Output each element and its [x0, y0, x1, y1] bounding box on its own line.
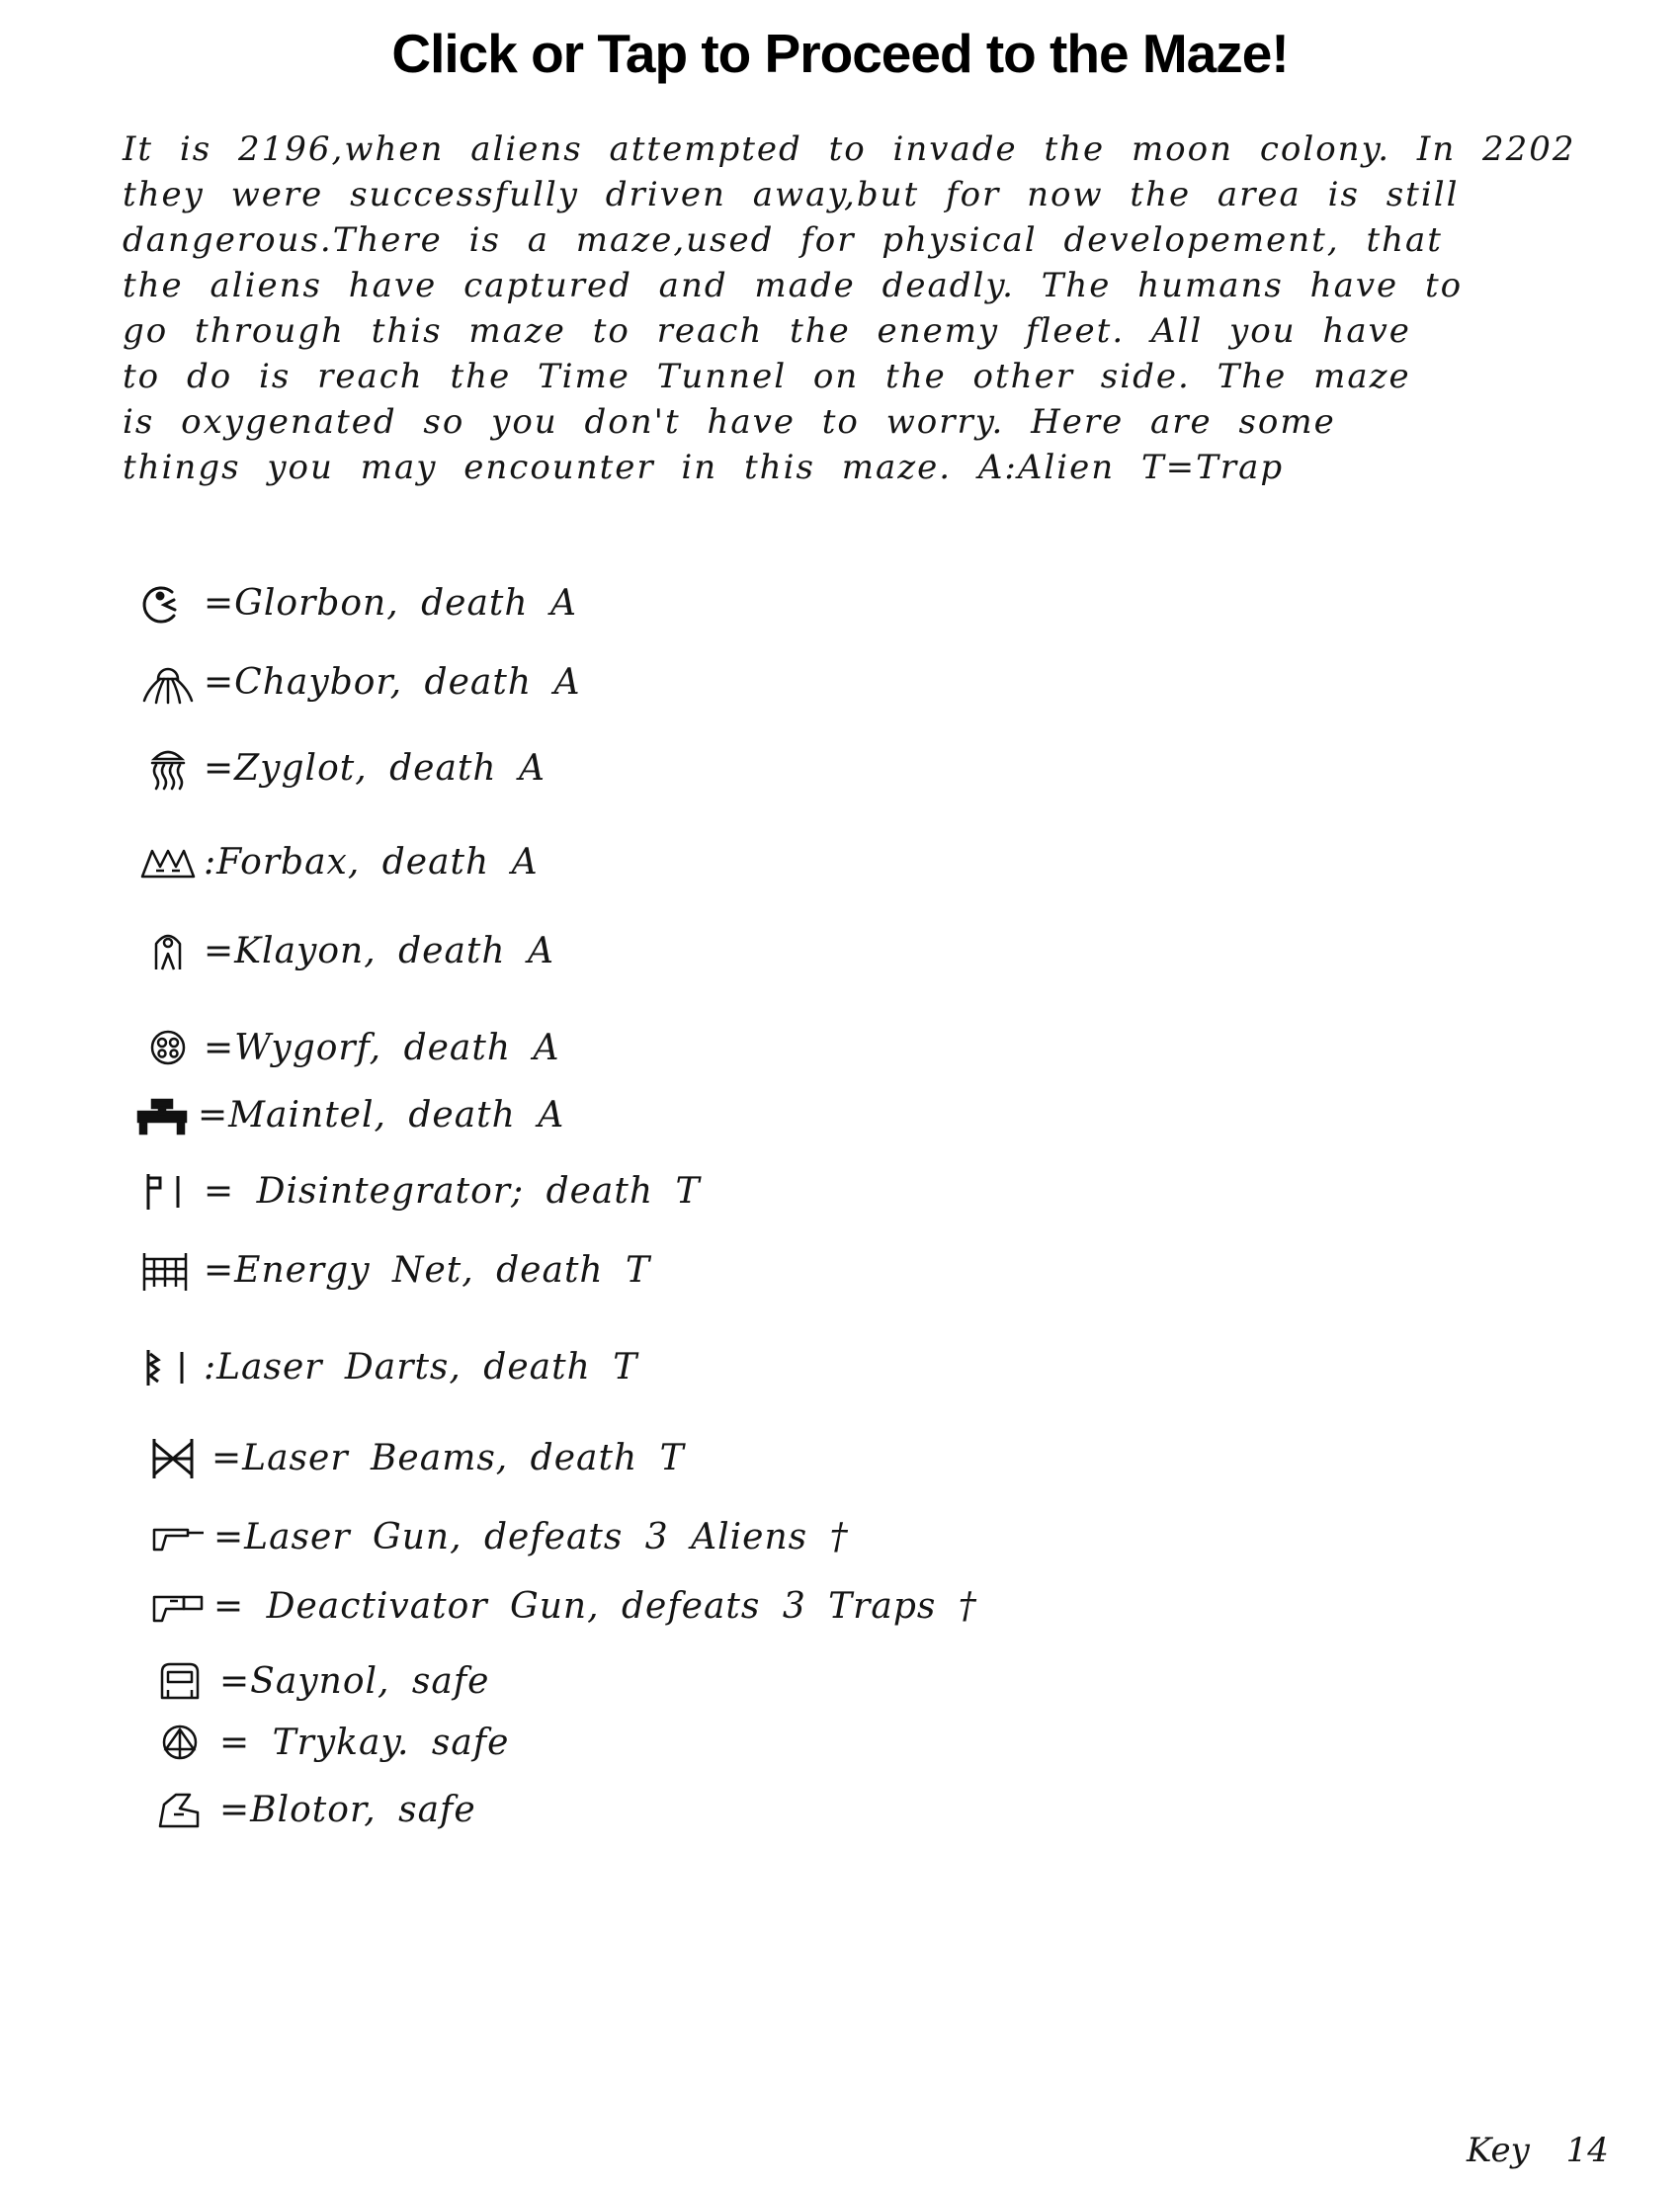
legend-item-laser-gun [148, 1512, 849, 1561]
story-line: things you may encounter in this maze. A:Alien T=Trap [123, 448, 1285, 487]
story-line: the aliens have captured and made deadly. The humans have to [123, 266, 1464, 305]
legend-item-trykay [154, 1718, 509, 1767]
story-line: to do is reach the Time Tunnel on the other side. The maze [123, 357, 1411, 396]
legend-item-wygorf [138, 1023, 559, 1072]
legend-label: =Saynol, safe [219, 1660, 490, 1702]
legend-label: = Trykay. safe [219, 1722, 510, 1763]
legend-label: =Laser Gun, defeats 3 Aliens † [213, 1516, 849, 1557]
laser-gun-icon [148, 1512, 208, 1561]
legend-label: =Chaybor, death A [204, 661, 581, 703]
legend-label: :Forbax, death A [204, 841, 539, 883]
wygorf-icon [138, 1023, 198, 1072]
legend-item-laser-darts [138, 1342, 637, 1391]
legend-label: = Disintegrator; death T [204, 1170, 701, 1212]
proceed-to-maze-link[interactable]: Click or Tap to Proceed to the Maze! [391, 23, 1289, 84]
story-line: dangerous.There is a maze,used for physical developement, that [123, 220, 1443, 260]
deactivator-gun-icon [148, 1581, 208, 1631]
story-line: It is 2196,when aliens attempted to invade the moon colony. In 2202 [123, 129, 1576, 169]
story-line: go through this maze to reach the enemy fleet. All you have [123, 311, 1411, 351]
legend-label: =Glorbon, death A [204, 582, 578, 624]
legend-item-blotor [154, 1785, 476, 1834]
legend-item-chaybor [138, 657, 580, 707]
legend-item-deactivator-gun [148, 1581, 977, 1631]
zyglot-icon [138, 743, 198, 793]
legend-label: :Laser Darts, death T [204, 1346, 638, 1388]
chaybor-icon [138, 657, 198, 707]
legend-item-saynol [154, 1656, 489, 1706]
maintel-icon [132, 1090, 192, 1139]
legend-label: =Wygorf, death A [204, 1027, 560, 1068]
legend-label: =Maintel, death A [198, 1094, 565, 1136]
klayon-icon [138, 926, 198, 975]
page-number: Key 14 [1467, 2131, 1609, 2170]
legend-label: =Klayon, death A [204, 930, 555, 971]
legend-item-energy-net [138, 1245, 650, 1295]
saynol-icon [154, 1656, 213, 1706]
legend-item-maintel [132, 1090, 564, 1139]
legend-item-klayon [138, 926, 554, 975]
glorbon-icon [138, 578, 198, 628]
forbax-icon [138, 837, 198, 886]
legend-label: =Zyglot, death A [204, 747, 546, 789]
energy-net-icon [138, 1245, 198, 1295]
disintegrator-icon [138, 1166, 198, 1216]
story-line: is oxygenated so you don't have to worry. Here are some [123, 402, 1336, 442]
legend-item-disintegrator [138, 1166, 701, 1216]
trykay-icon [154, 1718, 213, 1767]
legend-label: =Blotor, safe [219, 1789, 476, 1830]
legend-label: = Deactivator Gun, defeats 3 Traps † [213, 1585, 977, 1627]
legend-item-forbax [138, 837, 539, 886]
legend-item-glorbon [138, 578, 577, 628]
blotor-icon [154, 1785, 213, 1834]
laser-darts-icon [138, 1342, 198, 1391]
legend-item-zyglot [138, 743, 546, 793]
legend-label: =Laser Beams, death T [211, 1437, 685, 1478]
legend-label: =Energy Net, death T [204, 1249, 651, 1291]
laser-beams-icon [146, 1433, 206, 1482]
story-line: they were successfully driven away,but for now the area is still [123, 175, 1460, 214]
legend-item-laser-beams [146, 1433, 685, 1482]
